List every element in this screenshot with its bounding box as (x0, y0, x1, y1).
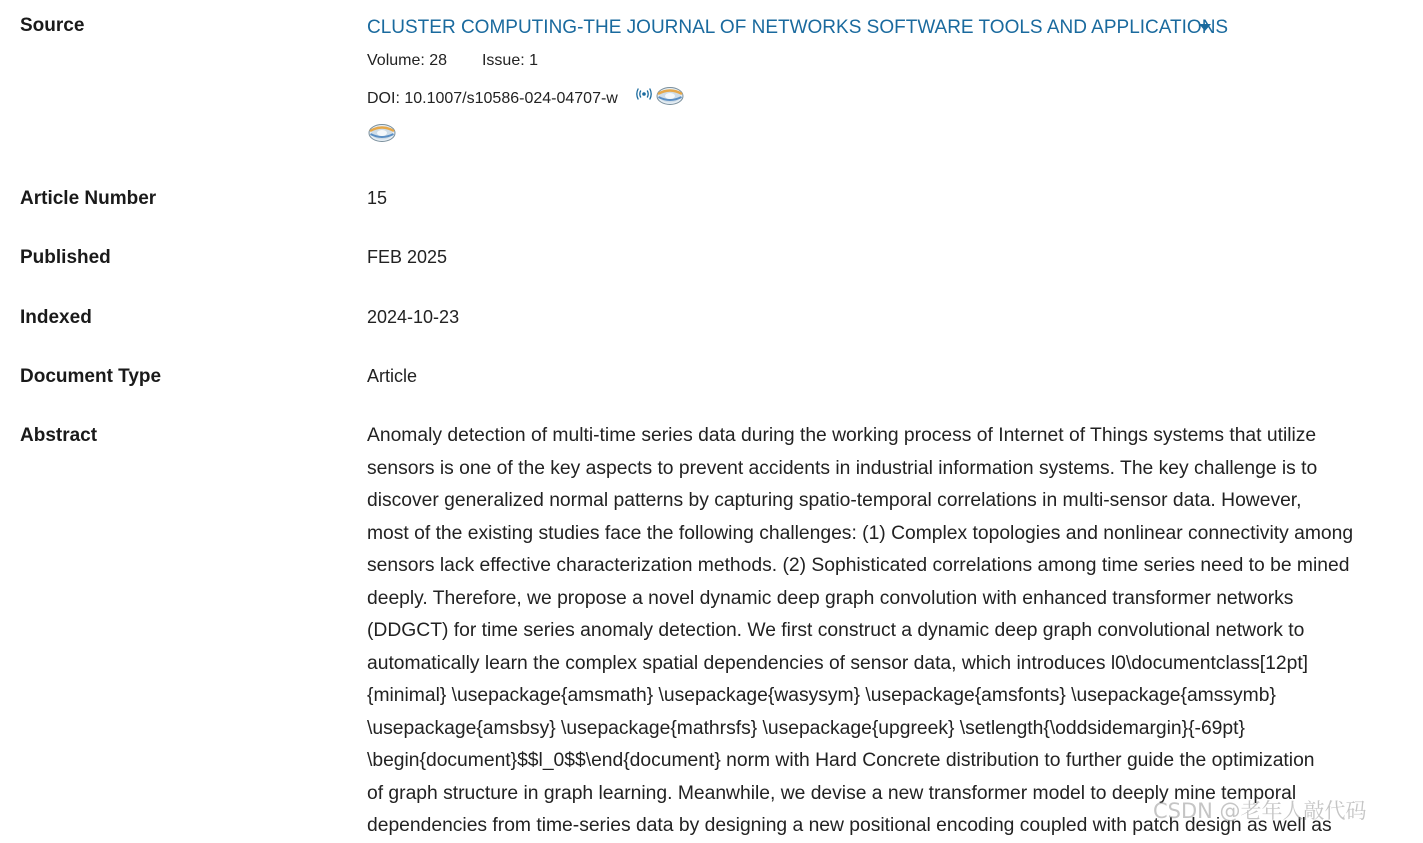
caret-down-icon[interactable] (1199, 24, 1211, 31)
article-number-value: 15 (367, 188, 388, 208)
globe-link-icon[interactable] (655, 84, 685, 106)
source-label: Source (20, 15, 85, 36)
doi-value[interactable]: 10.1007/s10586-024-04707-w (404, 90, 618, 107)
watermark: CSDN @老年人敲代码 (1153, 799, 1367, 823)
abstract-label: Abstract (20, 425, 98, 446)
doi-line (367, 90, 618, 108)
indexed-value: 2024-10-23 (367, 307, 460, 327)
volume-issue-line (367, 52, 538, 70)
journal-link[interactable]: CLUSTER COMPUTING-THE JOURNAL OF NETWORKS SOFTWARE TOOLS AND APPLICATIONS (367, 17, 1229, 38)
published-value: FEB 2025 (367, 247, 448, 267)
article-number-label: Article Number (20, 188, 157, 209)
volume-label: Volume: (367, 52, 425, 69)
abstract-text: Anomaly detection of multi-time series data during the working process of Internet of Things systems that utilize sensors is one of the key aspects to prevent accidents in industrial information systems. The key challenge is to discover generalized normal patterns by capturing spatio-temporal correlations in multi-sensor data. However, most of the existing studies face the following challenges: (1) Complex topologies and nonlinear connectivity among sensors lack effective characterization methods. (2) Sophisticated correlations among time series need to be mined deeply. Therefore, we propose a novel dynamic deep graph convolution with enhanced transformer networks (DDGCT) for time series anomaly detection. We first construct a dynamic deep graph convolutional network to automatically learn the complex spatial dependencies of sensor data, which introduces l0\documentclass[12pt] {minimal} \usepackage{amsmath} \usepackage{wasysym} \usepackage{amsfonts} \usepackage{amssymb} \usepackage{amsbsy} \usepackage{mathrsfs} \usepackage{upgreek} \setlength{\oddsidemargin}{-69pt} \begin{document}$$l_0$$\end{document} norm with Hard Concrete distribution to further guide the optimization of graph structure in graph learning. Meanwhile, we devise a new transformer model to deeply mine temporal dependencies from time-series data by designing a new positional encoding coupled with patch design as well as (367, 425, 1354, 836)
globe-link-icon[interactable] (367, 121, 397, 143)
indexed-label: Indexed (20, 307, 92, 328)
issue-value: 1 (529, 52, 539, 69)
signal-wave-icon[interactable] (634, 87, 654, 101)
issue-label: Issue: (481, 52, 525, 69)
published-label: Published (20, 247, 111, 268)
document-type-value: Article (367, 366, 418, 386)
doi-label: DOI: (367, 90, 400, 107)
volume-value: 28 (429, 52, 448, 69)
document-type-label: Document Type (20, 366, 162, 387)
